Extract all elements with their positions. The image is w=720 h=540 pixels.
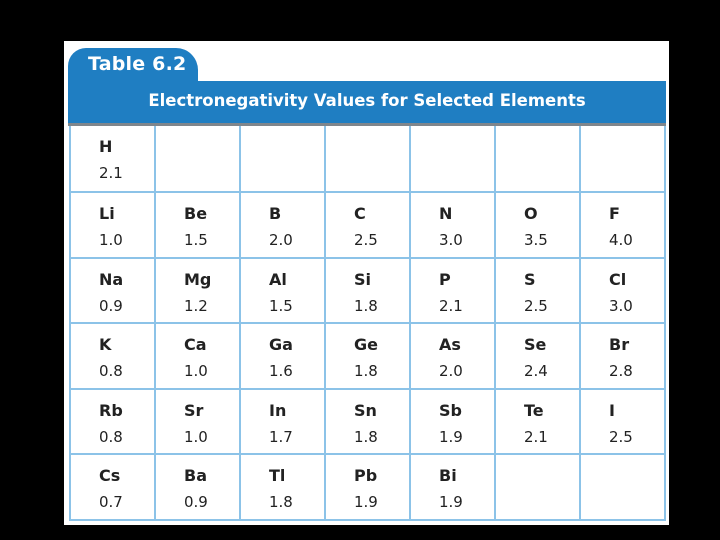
element-cell [156, 455, 241, 521]
element-symbol: Rb [99, 400, 123, 420]
element-symbol: Se [524, 335, 547, 354]
element-symbol [524, 467, 579, 493]
table-row [71, 259, 664, 325]
element-symbol: Sn [354, 400, 377, 420]
element-cell [241, 455, 326, 521]
element-symbol: Tl [269, 466, 286, 485]
electronegativity-value: 2.5 [354, 231, 378, 249]
electronegativity-table [69, 126, 666, 521]
element-symbol: S [524, 269, 536, 289]
element-cell [156, 390, 241, 454]
element-cell [496, 324, 581, 388]
empty-cell [156, 126, 241, 191]
table-row [71, 193, 664, 259]
electronegativity-value: 2.4 [524, 362, 548, 380]
element-symbol: P [439, 269, 451, 289]
electronegativity-value: 1.0 [184, 427, 208, 446]
electronegativity-value: 1.8 [269, 493, 293, 511]
element-symbol: Ga [269, 335, 293, 354]
electronegativity-value: 2.5 [609, 427, 633, 446]
table-row [71, 126, 664, 193]
element-symbol: Cs [99, 466, 121, 485]
electronegativity-value: 1.9 [439, 493, 463, 511]
empty-cell [496, 126, 581, 191]
element-cell [326, 455, 411, 521]
element-symbol: Cl [609, 269, 627, 289]
table-title: Electronegativity Values for Selected Elements [148, 91, 586, 110]
electronegativity-value: 0.9 [99, 296, 123, 315]
electronegativity-value: 1.8 [354, 427, 378, 446]
element-cell [581, 324, 664, 388]
electronegativity-value: 0.8 [99, 362, 123, 380]
element-symbol: Ca [184, 335, 207, 354]
element-cell [581, 193, 664, 257]
element-cell [241, 324, 326, 388]
element-cell [241, 259, 326, 323]
element-cell [326, 193, 411, 257]
element-cell [156, 193, 241, 257]
empty-cell [326, 126, 411, 191]
element-cell [411, 324, 496, 388]
element-symbol: In [269, 400, 287, 420]
element-symbol [524, 138, 579, 164]
electronegativity-value: 4.0 [609, 231, 633, 249]
element-cell [71, 259, 156, 323]
electronegativity-value: 2.1 [439, 296, 463, 315]
electronegativity-value: 2.0 [269, 231, 293, 249]
element-cell [326, 324, 411, 388]
element-symbol: Li [99, 204, 115, 223]
element-cell [326, 259, 411, 323]
element-symbol: Bi [439, 466, 457, 485]
element-cell [156, 259, 241, 323]
electronegativity-value: 1.2 [184, 296, 208, 315]
element-symbol: C [354, 204, 366, 223]
electronegativity-value: 2.5 [524, 296, 548, 315]
electronegativity-value: 1.0 [184, 362, 208, 380]
empty-cell [581, 455, 664, 521]
electronegativity-value: 0.8 [99, 427, 123, 446]
element-cell [241, 193, 326, 257]
element-symbol: K [99, 335, 112, 354]
element-symbol: Sb [439, 400, 462, 420]
table-row [71, 390, 664, 456]
electronegativity-value: 0.9 [184, 493, 208, 511]
electronegativity-value: 1.5 [269, 296, 293, 315]
element-symbol [269, 138, 324, 164]
empty-cell [241, 126, 326, 191]
element-cell [496, 390, 581, 454]
electronegativity-value: 1.9 [354, 493, 378, 511]
slide-page [64, 41, 669, 525]
element-symbol: Be [184, 204, 208, 223]
element-cell [581, 259, 664, 323]
element-cell [71, 193, 156, 257]
element-cell [156, 324, 241, 388]
element-symbol [354, 138, 409, 164]
element-cell [411, 455, 496, 521]
electronegativity-value: 2.8 [609, 362, 633, 380]
element-symbol: Si [354, 269, 372, 289]
element-cell [326, 390, 411, 454]
element-symbol: Na [99, 269, 124, 289]
element-symbol: Br [609, 335, 630, 354]
table-row [71, 324, 664, 390]
element-symbol: Mg [184, 269, 212, 289]
electronegativity-value: 1.9 [439, 427, 463, 446]
electronegativity-value: 0.7 [99, 493, 123, 511]
electronegativity-value: 1.6 [269, 362, 293, 380]
electronegativity-value: 2.0 [439, 362, 463, 380]
element-cell [411, 193, 496, 257]
element-cell [71, 455, 156, 521]
element-symbol: Pb [354, 466, 378, 485]
empty-cell [411, 126, 496, 191]
element-symbol [609, 467, 664, 493]
empty-cell [581, 126, 664, 191]
electronegativity-value: 1.0 [99, 231, 123, 249]
electronegativity-value: 2.1 [99, 164, 123, 182]
element-symbol: O [524, 204, 538, 223]
element-cell [411, 390, 496, 454]
element-cell [496, 259, 581, 323]
element-cell [241, 390, 326, 454]
element-symbol: I [609, 400, 615, 420]
element-cell [581, 390, 664, 454]
table-row [71, 455, 664, 521]
element-symbol [439, 138, 494, 164]
electronegativity-value: 1.8 [354, 296, 378, 315]
electronegativity-value: 3.0 [439, 231, 463, 249]
element-symbol: B [269, 204, 282, 223]
element-cell [71, 126, 156, 191]
electronegativity-value: 1.5 [184, 231, 208, 249]
empty-cell [496, 455, 581, 521]
element-cell [496, 193, 581, 257]
electronegativity-value: 1.8 [354, 362, 378, 380]
element-cell [71, 390, 156, 454]
element-symbol: F [609, 204, 620, 223]
element-cell [71, 324, 156, 388]
element-symbol: Te [524, 400, 544, 420]
electronegativity-value: 1.7 [269, 427, 293, 446]
element-symbol: N [439, 204, 453, 223]
table-number-label: Table 6.2 [88, 53, 187, 75]
electronegativity-value: 3.0 [609, 296, 633, 315]
element-cell [411, 259, 496, 323]
element-symbol: Al [269, 269, 287, 289]
electronegativity-value: 2.1 [524, 427, 548, 446]
table-title-bar [68, 81, 666, 126]
element-symbol: Ba [184, 466, 207, 485]
electronegativity-value: 3.5 [524, 231, 548, 249]
element-symbol: Ge [354, 335, 378, 354]
element-symbol: H [99, 137, 113, 156]
element-symbol [609, 138, 664, 164]
element-symbol [184, 138, 239, 164]
element-symbol: Sr [184, 400, 204, 420]
element-symbol: As [439, 335, 461, 354]
